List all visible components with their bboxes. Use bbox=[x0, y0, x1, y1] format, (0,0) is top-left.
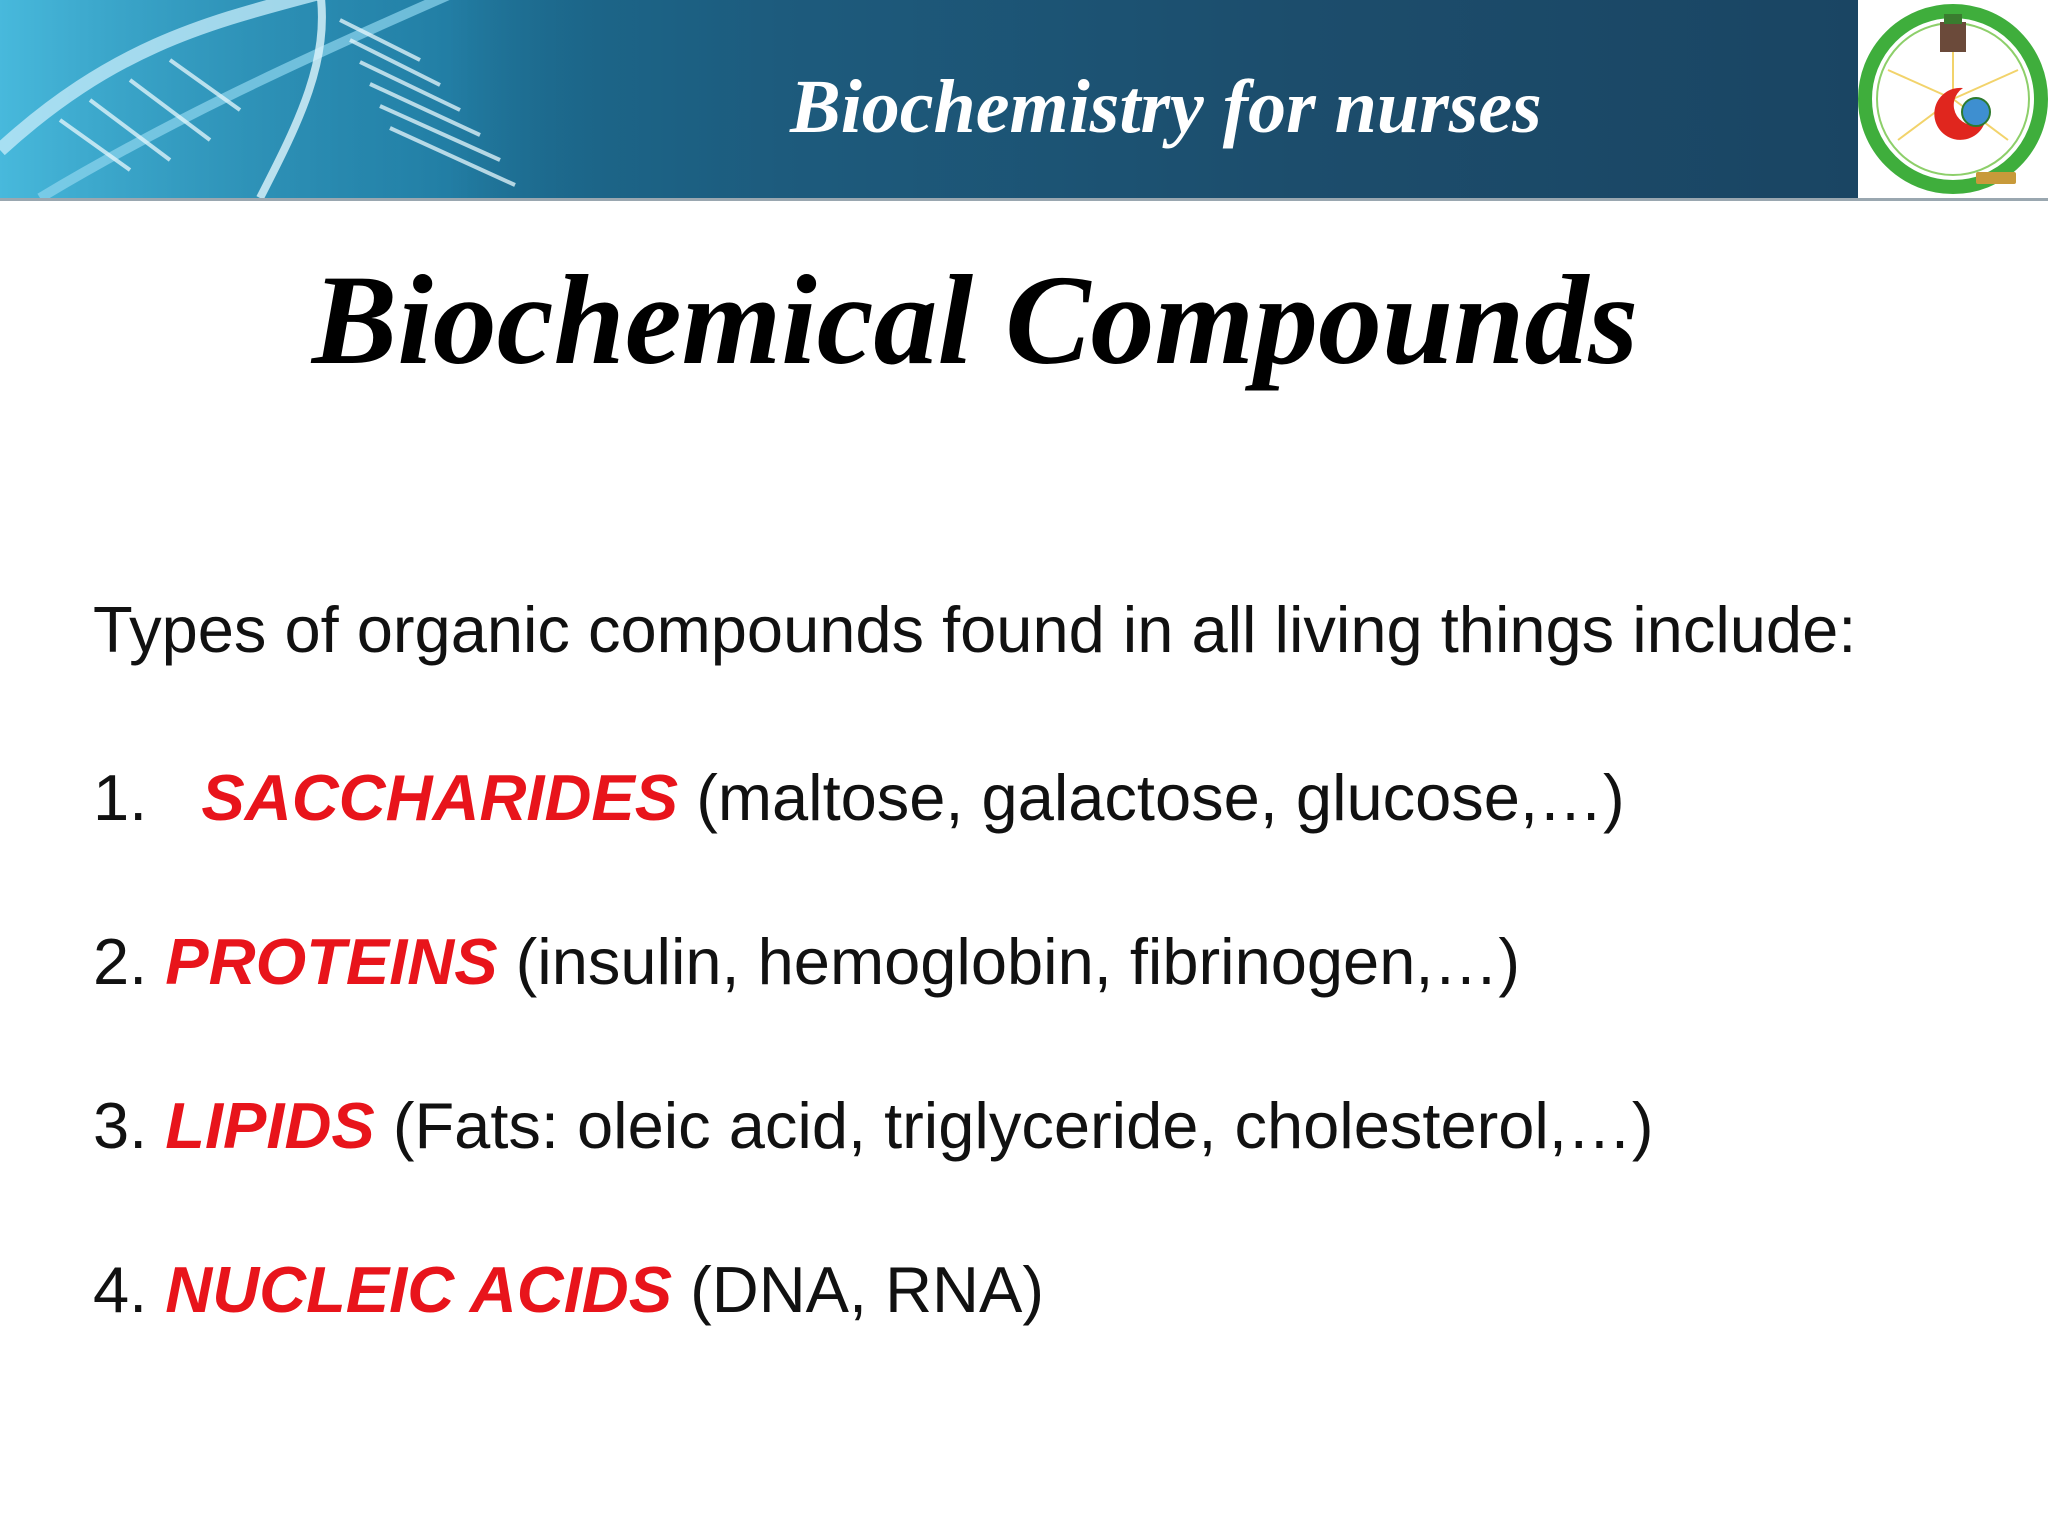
item-number: 4. bbox=[93, 1253, 148, 1326]
list-item bbox=[93, 748, 2033, 912]
dna-helix-image bbox=[0, 0, 640, 198]
item-number: 1. bbox=[93, 761, 148, 834]
slide-content bbox=[93, 580, 2033, 1404]
course-title: Biochemistry for nurses bbox=[790, 65, 1542, 149]
faculty-logo bbox=[1858, 0, 2048, 198]
item-keyword: LIPIDS bbox=[165, 1089, 375, 1162]
faculty-seal-icon bbox=[1858, 0, 2048, 198]
item-keyword: PROTEINS bbox=[165, 925, 498, 998]
item-detail: (DNA, RNA) bbox=[690, 1253, 1044, 1326]
header-banner bbox=[0, 0, 1858, 198]
item-detail: (maltose, galactose, glucose,…) bbox=[696, 761, 1625, 834]
intro-text: Types of organic compounds found in all living things include: bbox=[93, 593, 1857, 666]
item-number: 2. bbox=[93, 925, 148, 998]
list-item bbox=[93, 1240, 2033, 1404]
item-keyword: NUCLEIC ACIDS bbox=[165, 1253, 673, 1326]
item-detail: (Fats: oleic acid, triglyceride, cholesterol,…) bbox=[392, 1089, 1654, 1162]
item-detail: (insulin, hemoglobin, fibrinogen,…) bbox=[515, 925, 1521, 998]
item-keyword: SACCHARIDES bbox=[201, 761, 679, 834]
slide-title: Biochemical Compounds bbox=[311, 249, 1639, 391]
list-item bbox=[93, 912, 2033, 1076]
item-number: 3. bbox=[93, 1089, 148, 1162]
header-divider bbox=[0, 198, 2048, 201]
list-item bbox=[93, 1076, 2033, 1240]
